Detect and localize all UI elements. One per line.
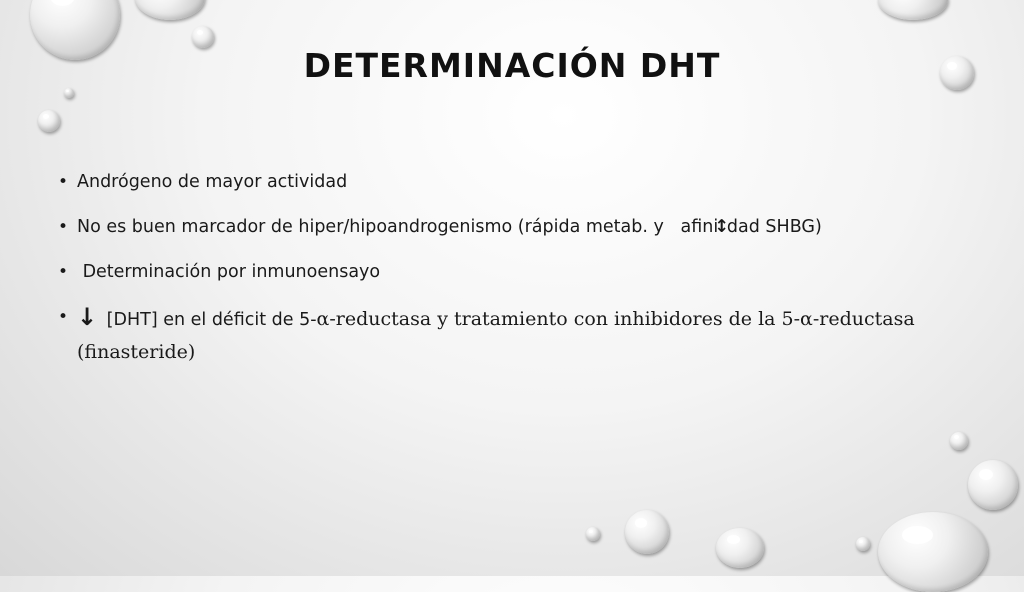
bullet-text-continuation: α-reductasa y tratamiento con inhibidores de la 5-α-reductasa (finasteride) <box>77 308 915 363</box>
bullet-text: [DHT] en el déficit de 5- <box>101 310 317 330</box>
bullet-marker: • <box>58 262 69 282</box>
water-drop-decoration <box>716 528 764 568</box>
bullet-marker: • <box>58 172 69 192</box>
water-drop-decoration <box>878 512 988 592</box>
bullet-marker: • <box>58 307 69 327</box>
water-drop-decoration <box>64 88 74 98</box>
bullet-marker: • <box>58 217 69 237</box>
slide-title: DETERMINACIÓN DHT <box>303 46 721 86</box>
water-drop-decoration <box>950 432 968 450</box>
water-drop-decoration <box>968 460 1018 510</box>
bullet-item <box>58 256 988 288</box>
bullet-text: Andrógeno de mayor actividad <box>77 172 348 192</box>
water-drop-decoration <box>38 110 60 132</box>
up-down-arrow-icon: ↕ <box>714 217 729 237</box>
water-drop-decoration <box>856 537 870 551</box>
bullet-text: No es buen marcador de hiper/hipoandrogenismo (rápida metab. y afini <box>77 217 719 237</box>
water-drop-decoration <box>135 0 205 20</box>
down-arrow-icon: ↓ <box>77 303 98 331</box>
bullet-item <box>58 166 988 198</box>
water-drop-decoration <box>878 0 948 20</box>
bullet-item <box>58 211 988 243</box>
bullet-list <box>58 166 988 382</box>
bullet-item <box>58 301 988 369</box>
water-drop-decoration <box>625 510 669 554</box>
water-drop-decoration <box>192 26 214 48</box>
bullet-text: Determinación por inmunoensayo <box>77 262 381 282</box>
water-drop-decoration <box>586 527 600 541</box>
bullet-text-continuation: dad SHBG) <box>726 217 822 237</box>
